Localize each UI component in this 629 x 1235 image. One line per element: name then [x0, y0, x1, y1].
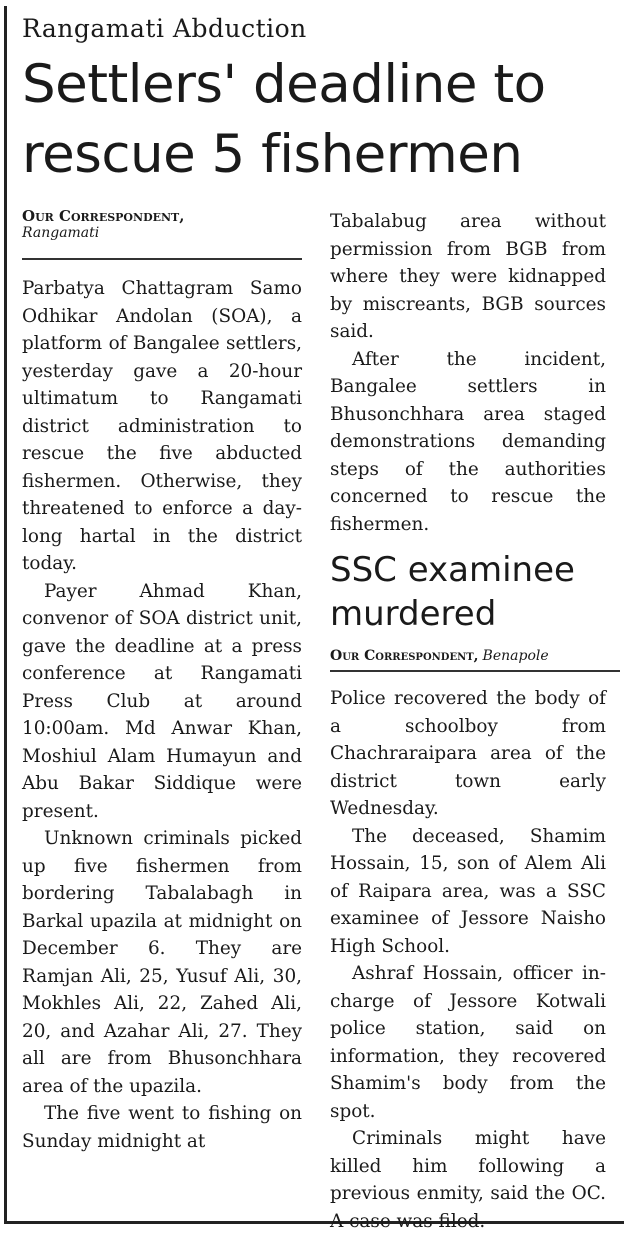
story1-byline	[22, 207, 184, 241]
story1-kicker: Rangamati Abduction	[22, 14, 307, 43]
story2-paragraph: Ashraf Hossain, officer in-charge of Jessore Kotwali police station, said on information, they recovered Shamim's body from the spot.	[330, 963, 606, 1122]
story2-paragraph: The deceased, Shamim Hossain, 15, son of Alem Ali of Raipara area, was a SSC examinee of Jessore Naisho High School.	[330, 825, 606, 957]
story2-paragraph: Criminals might have killed him following a previous enmity, said the OC. A case was filed.	[330, 1128, 606, 1232]
story1-headline: Settlers' deadline to rescue 5 fishermen	[22, 54, 546, 185]
story1-byline-rule	[22, 258, 302, 260]
story1-byline-place: Rangamati	[22, 225, 100, 241]
story2-headline: SSC examinee murdered	[330, 550, 575, 634]
story1-paragraph: Payer Ahmad Khan, convenor of SOA district unit, gave the deadline at a press conference at Rangamati Press Club at around 10:00am. Md Anwar Khan, Moshiul Alam Humayun and Abu Bakar Siddique were present.	[22, 580, 302, 822]
story2-byline-name: Our Correspondent,	[330, 648, 479, 664]
story1-paragraph: Tabalabug area without permission from BGB from where they were kidnapped by miscreants, BGB sources said.	[330, 211, 606, 342]
story1-column-2	[330, 208, 606, 538]
story1-paragraph: Parbatya Chattagram Samo Odhikar Andolan (SOA), a platform of Bangalee settlers, yesterday gave a 20-hour ultimatum to Rangamati district administration to rescue the five abducted fishermen. Otherwise, they threatened to enforce a day-long hartal in the district today.	[22, 278, 302, 574]
page-frame-left	[4, 6, 7, 1224]
story1-paragraph: After the incident, Bangalee settlers in Bhusonchhara area staged demonstrations demanding steps of the authorities concerned to rescue the fishermen.	[330, 348, 606, 535]
story2-byline-place: Benapole	[482, 648, 549, 664]
story2-paragraph: Police recovered the body of a schoolboy from Chachraraipara area of the district town early Wednesday.	[330, 688, 606, 819]
story1-byline-name: Our Correspondent,	[22, 207, 185, 225]
story1-paragraph: The five went to fishing on Sunday midnight at	[22, 1103, 302, 1152]
story1-column-1	[22, 275, 302, 1155]
story1-paragraph: Unknown criminals picked up five fishermen from bordering Tabalabagh in Barkal upazila at midnight on December 6. They are Ramjan Ali, 25, Yusuf Ali, 30, Mokhles Ali, 22, Zahed Ali, 20, and Azahar Ali, 27. They all are from Bhusonchhara area of the upazila.	[22, 828, 302, 1097]
story2-byline-rule	[330, 670, 620, 672]
story2-byline	[330, 647, 549, 665]
story2-column	[330, 685, 606, 1235]
